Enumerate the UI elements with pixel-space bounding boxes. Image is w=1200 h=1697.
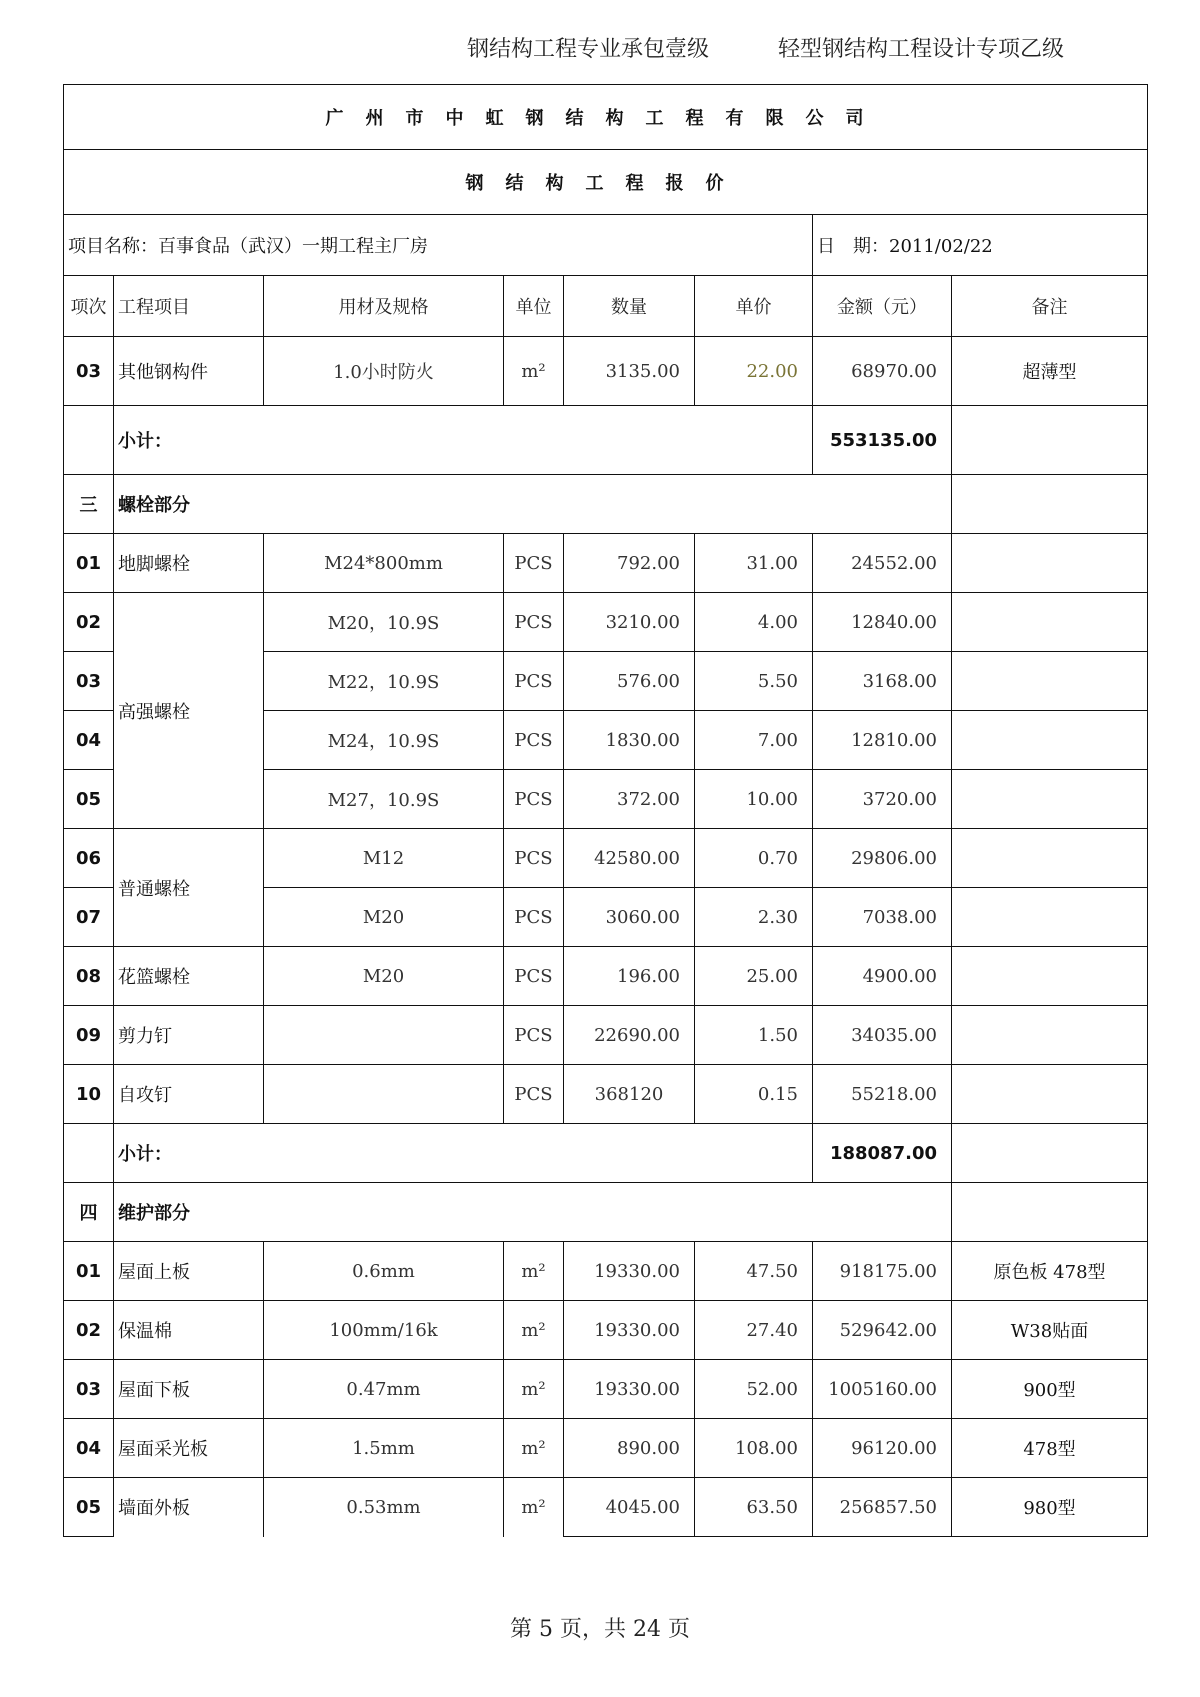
row-amount: 55218.00 <box>813 1065 952 1124</box>
col-header-spec: 用材及规格 <box>264 276 504 337</box>
company-row <box>64 85 1148 150</box>
row-index: 06 <box>64 829 114 888</box>
page-number: 第 5 页，共 24 页 <box>510 1617 690 1642</box>
row-unit: PCS <box>504 1006 564 1065</box>
row-remark <box>952 888 1148 947</box>
table-row <box>64 337 1148 406</box>
row-unit: PCS <box>504 534 564 593</box>
row-unit: PCS <box>504 829 564 888</box>
row-spec: M24，10.9S <box>264 711 504 770</box>
title-row <box>64 150 1148 215</box>
row-unit: m² <box>504 1419 564 1478</box>
row-qty: 3210.00 <box>564 593 695 652</box>
subtotal-row <box>64 1124 1148 1183</box>
row-spec: M22，10.9S <box>264 652 504 711</box>
row-spec: M20，10.9S <box>264 593 504 652</box>
row-price: 1.50 <box>695 1006 813 1065</box>
row-spec: M27，10.9S <box>264 770 504 829</box>
row-spec: M20 <box>264 888 504 947</box>
col-header-index: 项次 <box>64 276 114 337</box>
subtotal-label: 小计： <box>114 1124 813 1183</box>
section-remark-blank <box>952 1183 1148 1242</box>
row-amount: 34035.00 <box>813 1006 952 1065</box>
row-qty: 1830.00 <box>564 711 695 770</box>
row-remark <box>952 770 1148 829</box>
row-qty: 3135.00 <box>564 337 695 406</box>
row-item: 墙面外板 <box>114 1478 264 1537</box>
row-qty: 792.00 <box>564 534 695 593</box>
row-price: 4.00 <box>695 593 813 652</box>
row-qty: 19330.00 <box>564 1242 695 1301</box>
row-index: 03 <box>64 652 114 711</box>
row-index: 10 <box>64 1065 114 1124</box>
row-unit: m² <box>504 1301 564 1360</box>
row-index: 03 <box>64 337 114 406</box>
col-header-unit: 单位 <box>504 276 564 337</box>
subtotal-index-blank <box>64 406 114 475</box>
table-row <box>64 1360 1148 1419</box>
row-index: 05 <box>64 770 114 829</box>
qualification-2: 轻型钢结构工程设计专项乙级 <box>778 37 1065 62</box>
subtotal-amount: 188087.00 <box>813 1124 952 1183</box>
subtotal-remark-blank <box>952 1124 1148 1183</box>
row-remark: 478型 <box>952 1419 1148 1478</box>
row-remark <box>952 652 1148 711</box>
table-row <box>64 1419 1148 1478</box>
row-spec <box>264 1006 504 1065</box>
subtotal-amount: 553135.00 <box>813 406 952 475</box>
row-amount: 12810.00 <box>813 711 952 770</box>
row-qty: 4045.00 <box>564 1478 695 1537</box>
subtotal-index-blank <box>64 1124 114 1183</box>
row-remark: 超薄型 <box>952 337 1148 406</box>
row-amount: 12840.00 <box>813 593 952 652</box>
row-item-merged: 普通螺栓 <box>114 829 264 947</box>
row-amount: 24552.00 <box>813 534 952 593</box>
row-remark <box>952 534 1148 593</box>
row-index: 07 <box>64 888 114 947</box>
row-qty: 19330.00 <box>564 1360 695 1419</box>
row-qty: 372.00 <box>564 770 695 829</box>
row-amount: 918175.00 <box>813 1242 952 1301</box>
row-unit: PCS <box>504 947 564 1006</box>
table-row <box>64 1006 1148 1065</box>
row-amount: 3168.00 <box>813 652 952 711</box>
row-item: 剪力钉 <box>114 1006 264 1065</box>
row-item: 屋面下板 <box>114 1360 264 1419</box>
row-remark: 原色板 478型 <box>952 1242 1148 1301</box>
row-qty: 368120 <box>564 1065 695 1124</box>
info-row <box>64 215 1148 276</box>
row-remark: 900型 <box>952 1360 1148 1419</box>
col-header-price: 单价 <box>695 276 813 337</box>
row-qty: 3060.00 <box>564 888 695 947</box>
row-qty: 22690.00 <box>564 1006 695 1065</box>
subtotal-row <box>64 406 1148 475</box>
document-title: 钢结构工程报价 <box>64 150 1148 215</box>
row-remark <box>952 711 1148 770</box>
quotation-table <box>63 84 1148 1537</box>
section-title: 螺栓部分 <box>114 475 952 534</box>
row-unit: PCS <box>504 770 564 829</box>
row-price: 47.50 <box>695 1242 813 1301</box>
row-price: 0.70 <box>695 829 813 888</box>
quote-date: 日 期：2011/02/22 <box>813 215 1148 276</box>
row-index: 03 <box>64 1360 114 1419</box>
col-header-remark: 备注 <box>952 276 1148 337</box>
row-remark <box>952 593 1148 652</box>
row-index: 01 <box>64 534 114 593</box>
row-remark <box>952 1006 1148 1065</box>
table-row <box>64 1478 1148 1537</box>
row-item: 自攻钉 <box>114 1065 264 1124</box>
row-price: 108.00 <box>695 1419 813 1478</box>
row-amount: 256857.50 <box>813 1478 952 1537</box>
row-index: 02 <box>64 593 114 652</box>
subtotal-label: 小计： <box>114 406 813 475</box>
table-row <box>64 534 1148 593</box>
row-qty: 42580.00 <box>564 829 695 888</box>
row-qty: 890.00 <box>564 1419 695 1478</box>
row-index: 01 <box>64 1242 114 1301</box>
row-unit: PCS <box>504 652 564 711</box>
row-amount: 529642.00 <box>813 1301 952 1360</box>
row-spec: M12 <box>264 829 504 888</box>
row-spec: 0.53mm <box>264 1478 504 1537</box>
col-header-amount: 金额（元） <box>813 276 952 337</box>
section-title: 维护部分 <box>114 1183 952 1242</box>
row-price: 7.00 <box>695 711 813 770</box>
row-unit: m² <box>504 1478 564 1537</box>
row-remark <box>952 947 1148 1006</box>
row-item: 地脚螺栓 <box>114 534 264 593</box>
row-amount: 3720.00 <box>813 770 952 829</box>
column-header-row <box>64 276 1148 337</box>
table-row <box>64 1065 1148 1124</box>
row-amount: 4900.00 <box>813 947 952 1006</box>
row-amount: 7038.00 <box>813 888 952 947</box>
table-row <box>64 947 1148 1006</box>
col-header-item: 工程项目 <box>114 276 264 337</box>
project-name: 项目名称：百事食品（武汉）一期工程主厂房 <box>64 215 813 276</box>
row-spec: M20 <box>264 947 504 1006</box>
row-spec: 100mm/16k <box>264 1301 504 1360</box>
row-amount: 1005160.00 <box>813 1360 952 1419</box>
row-spec: 1.0小时防火 <box>264 337 504 406</box>
page-header <box>0 28 1200 64</box>
row-price: 0.15 <box>695 1065 813 1124</box>
row-index: 08 <box>64 947 114 1006</box>
row-spec: 0.6mm <box>264 1242 504 1301</box>
row-index: 04 <box>64 711 114 770</box>
row-price: 63.50 <box>695 1478 813 1537</box>
row-index: 05 <box>64 1478 114 1537</box>
section-header-row <box>64 1183 1148 1242</box>
col-header-qty: 数量 <box>564 276 695 337</box>
row-remark: W38贴面 <box>952 1301 1148 1360</box>
company-name: 广州市中虹钢结构工程有限公司 <box>64 85 1148 150</box>
row-unit: m² <box>504 337 564 406</box>
row-qty: 196.00 <box>564 947 695 1006</box>
subtotal-remark-blank <box>952 406 1148 475</box>
row-qty: 576.00 <box>564 652 695 711</box>
row-spec: 1.5mm <box>264 1419 504 1478</box>
row-item: 花篮螺栓 <box>114 947 264 1006</box>
row-remark <box>952 1065 1148 1124</box>
row-qty: 19330.00 <box>564 1301 695 1360</box>
row-spec <box>264 1065 504 1124</box>
row-price: 27.40 <box>695 1301 813 1360</box>
row-item-merged: 高强螺栓 <box>114 593 264 829</box>
table-row <box>64 829 1148 888</box>
row-index: 09 <box>64 1006 114 1065</box>
table-row <box>64 1242 1148 1301</box>
row-item: 其他钢构件 <box>114 337 264 406</box>
row-price: 10.00 <box>695 770 813 829</box>
row-unit: PCS <box>504 711 564 770</box>
row-spec: 0.47mm <box>264 1360 504 1419</box>
row-item: 屋面上板 <box>114 1242 264 1301</box>
section-index: 四 <box>64 1183 114 1242</box>
row-amount: 96120.00 <box>813 1419 952 1478</box>
section-index: 三 <box>64 475 114 534</box>
row-item: 保温棉 <box>114 1301 264 1360</box>
row-spec: M24*800mm <box>264 534 504 593</box>
table-row <box>64 1301 1148 1360</box>
row-price: 22.00 <box>695 337 813 406</box>
row-price: 25.00 <box>695 947 813 1006</box>
row-item: 屋面采光板 <box>114 1419 264 1478</box>
row-price: 5.50 <box>695 652 813 711</box>
row-unit: m² <box>504 1360 564 1419</box>
row-amount: 29806.00 <box>813 829 952 888</box>
row-unit: PCS <box>504 593 564 652</box>
section-header-row <box>64 475 1148 534</box>
row-price: 2.30 <box>695 888 813 947</box>
row-price: 52.00 <box>695 1360 813 1419</box>
row-unit: PCS <box>504 1065 564 1124</box>
row-index: 02 <box>64 1301 114 1360</box>
qualification-1: 钢结构工程专业承包壹级 <box>467 37 710 62</box>
row-remark <box>952 829 1148 888</box>
row-unit: PCS <box>504 888 564 947</box>
row-index: 04 <box>64 1419 114 1478</box>
row-unit: m² <box>504 1242 564 1301</box>
section-remark-blank <box>952 475 1148 534</box>
row-amount: 68970.00 <box>813 337 952 406</box>
row-remark: 980型 <box>952 1478 1148 1537</box>
row-price: 31.00 <box>695 534 813 593</box>
table-row <box>64 593 1148 652</box>
